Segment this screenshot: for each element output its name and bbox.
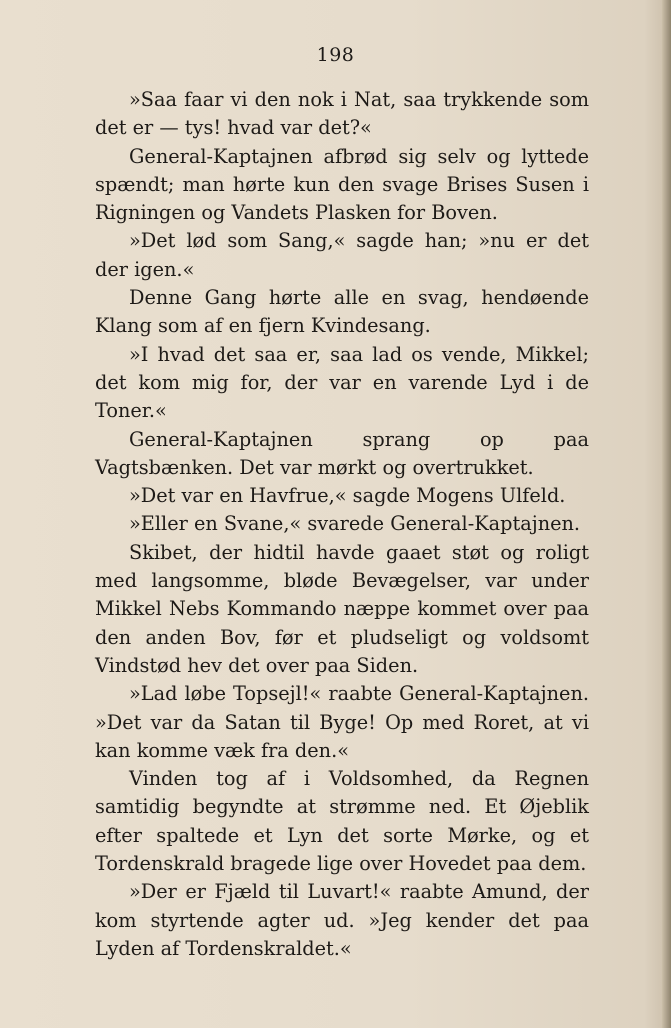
- paragraph: General-Kaptajnen afbrød sig selv og lyttede spændt; man hørte kun den svage Brises Susen i Rigningen og Vandets Plasken for Boven.: [95, 144, 589, 225]
- paragraph: »I hvad det saa er, saa lad os vende, Mikkel; det kom mig for, der var en varende Lyd i de Toner.«: [95, 342, 589, 423]
- paragraph: »Eller en Svane,« svarede General-Kaptajnen.: [129, 512, 581, 536]
- paragraph: »Det var en Havfrue,« sagde Mogens Ulfeld.: [129, 484, 566, 508]
- paragraph: »Der er Fjæld til Luvart!« raabte Amund, der kom styrtende agter ud. »Jeg kender det paa Lyden af Tordenskraldet.«: [95, 880, 589, 960]
- paragraph: »Saa faar vi den nok i Nat, saa trykkende som det er — tys! hvad var det?«: [95, 88, 589, 140]
- paragraph: »Lad løbe Topsejl!« raabte General-Kaptajnen. »Det var da Satan til Byge! Op med Roret, at vi kan komme væk fra den.«: [95, 682, 589, 762]
- paragraph: Skibet, der hidtil havde gaaet støt og roligt med langsomme, bløde Bevægelser, var under Mikkel Nebs Kommando næppe kommet over paa den anden Bov, før et pludseligt og voldsomt Vindstød hev det over paa Siden.: [95, 540, 589, 677]
- paragraph: »Det lød som Sang,« sagde han; »nu er det der igen.«: [95, 229, 589, 281]
- paragraph: General-Kaptajnen sprang op paa Vagtsbænken. Det var mørkt og overtrukket.: [95, 427, 589, 479]
- paragraph: Denne Gang hørte alle en svag, hendøende Klang som af en fjern Kvindesang.: [95, 286, 589, 338]
- body-text: [95, 86, 589, 963]
- page-number: 198: [316, 44, 355, 66]
- paragraph: Vinden tog af i Voldsomhed, da Regnen samtidig begyndte at strømme ned. Et Øjeblik efter spaltede et Lyn det sorte Mørke, og et Tordenskrald bragede lige over Hovedet paa dem.: [95, 767, 589, 876]
- page-edge: [662, 0, 671, 1028]
